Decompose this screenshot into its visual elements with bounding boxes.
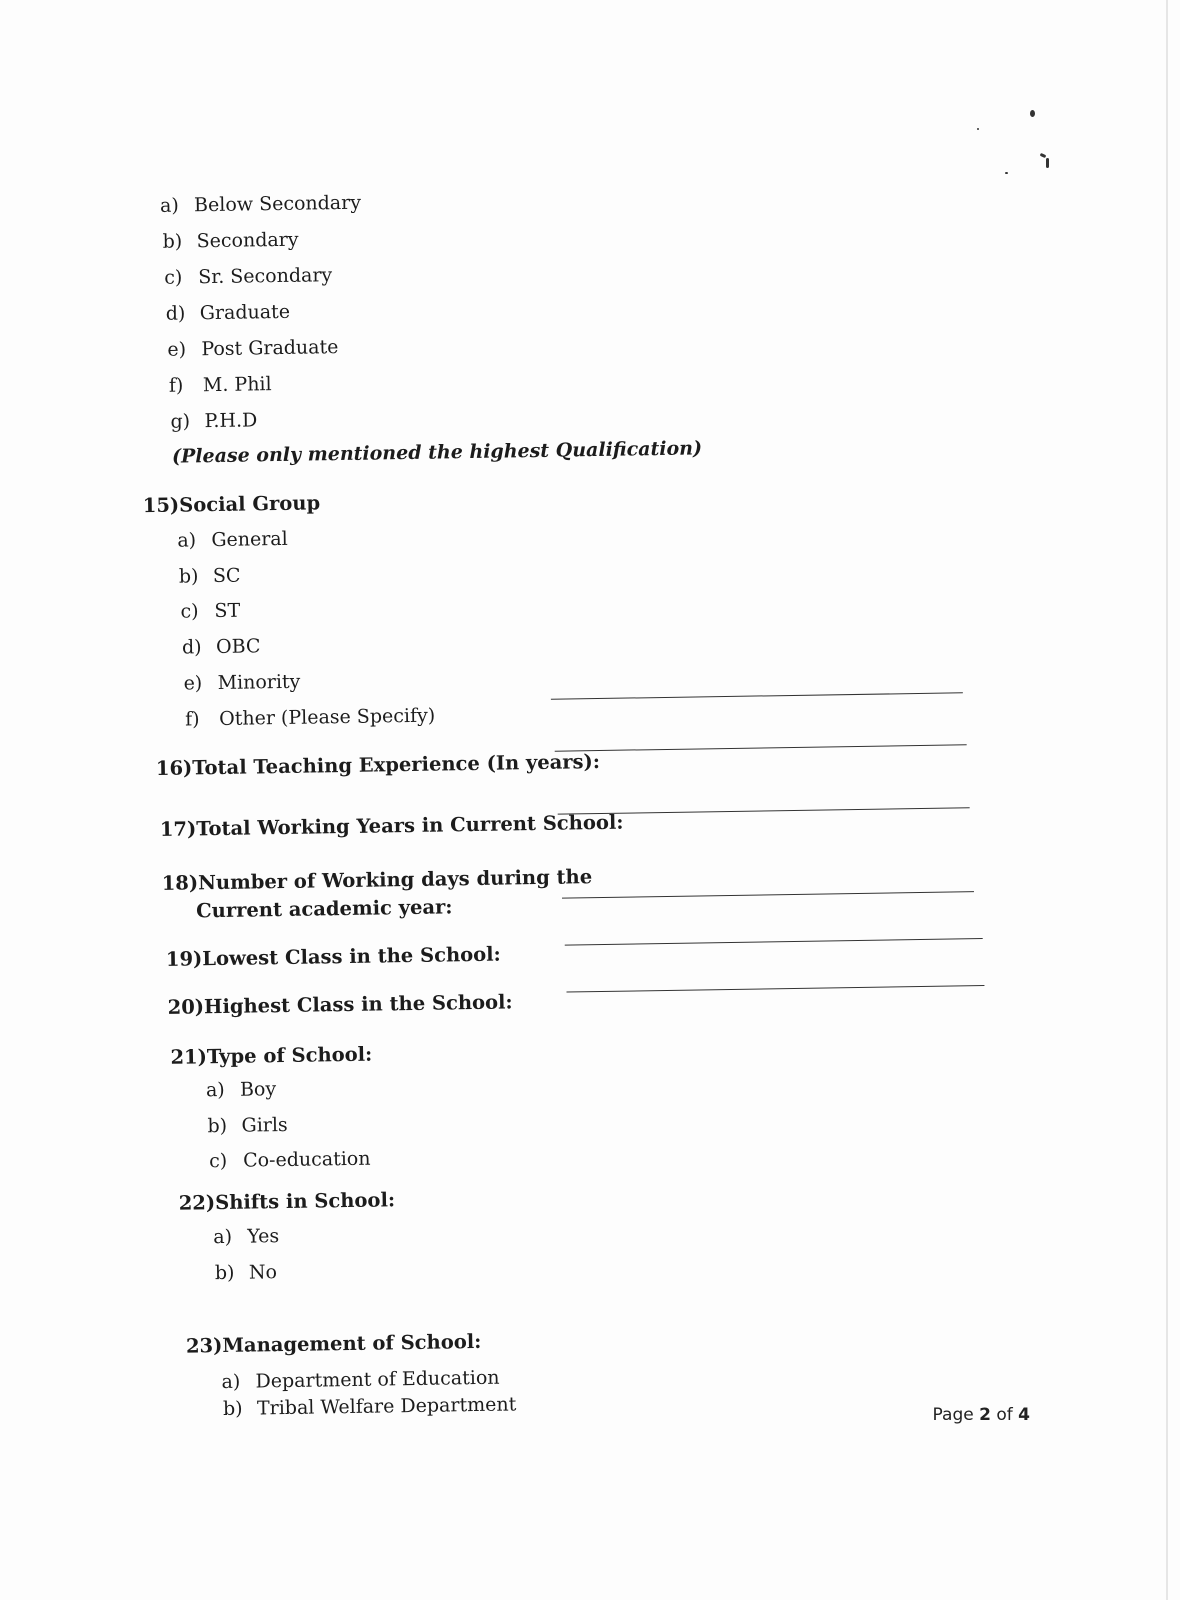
q18-heading-line2: Current academic year: [195, 895, 453, 923]
q21-heading: 21)Type of School: [170, 1042, 373, 1069]
q23-option-b[interactable]: b) Tribal Welfare Department [222, 1393, 517, 1421]
q14-option-b[interactable]: b) Secondary [162, 228, 299, 253]
page-number: Page 2 of 4 [932, 1405, 1030, 1425]
q14-option-e[interactable]: e) Post Graduate [167, 336, 339, 361]
q15-other-answer-line[interactable] [551, 692, 963, 699]
q14-note: (Please only mentioned the highest Qualification) [171, 437, 703, 468]
scan-speck [977, 128, 979, 130]
q21-option-b[interactable]: b) Girls [207, 1113, 288, 1138]
q14-option-c[interactable]: c) Sr. Secondary [164, 264, 333, 289]
q18-heading: 18)Number of Working days during the [161, 865, 593, 895]
q15-heading: 15)Social Group [142, 491, 321, 518]
q16-heading: 16)Total Teaching Experience (In years): [155, 750, 601, 780]
q23-heading: 23)Management of School: [185, 1329, 482, 1358]
q15-option-d[interactable]: d) OBC [181, 635, 261, 659]
q19-heading: 19)Lowest Class in the School: [165, 942, 501, 971]
q17-heading: 17)Total Working Years in Current School: [159, 810, 624, 841]
q20-answer-line[interactable] [566, 985, 984, 993]
q14-option-d[interactable]: d) Graduate [165, 300, 291, 325]
scan-speck [1046, 158, 1049, 168]
q14-option-g[interactable]: g) P.H.D [170, 409, 258, 433]
q21-option-c[interactable]: c) Co-education [208, 1147, 371, 1173]
q15-option-e[interactable]: e) Minority [183, 670, 301, 695]
q15-option-c[interactable]: c) ST [180, 599, 241, 623]
q16-answer-line[interactable] [555, 744, 967, 751]
q23-option-a[interactable]: a) Department of Education [221, 1366, 500, 1394]
q14-option-a[interactable]: a) Below Secondary [159, 191, 362, 217]
q22-option-a[interactable]: a) Yes [213, 1225, 280, 1249]
q21-option-a[interactable]: a) Boy [205, 1078, 277, 1102]
scan-speck [1005, 172, 1008, 174]
scan-speck [1030, 110, 1035, 117]
q18-answer-line[interactable] [562, 891, 974, 898]
q15-option-b[interactable]: b) SC [178, 564, 241, 588]
q22-heading: 22)Shifts in School: [178, 1188, 396, 1215]
q20-heading: 20)Highest Class in the School: [167, 990, 513, 1019]
q19-answer-line[interactable] [565, 938, 983, 946]
q15-option-a[interactable]: a) General [177, 527, 288, 552]
q14-option-f[interactable]: f) M. Phil [168, 373, 272, 397]
q15-option-f[interactable]: f) Other (Please Specify) [184, 704, 436, 731]
q22-option-b[interactable]: b) No [214, 1261, 278, 1285]
